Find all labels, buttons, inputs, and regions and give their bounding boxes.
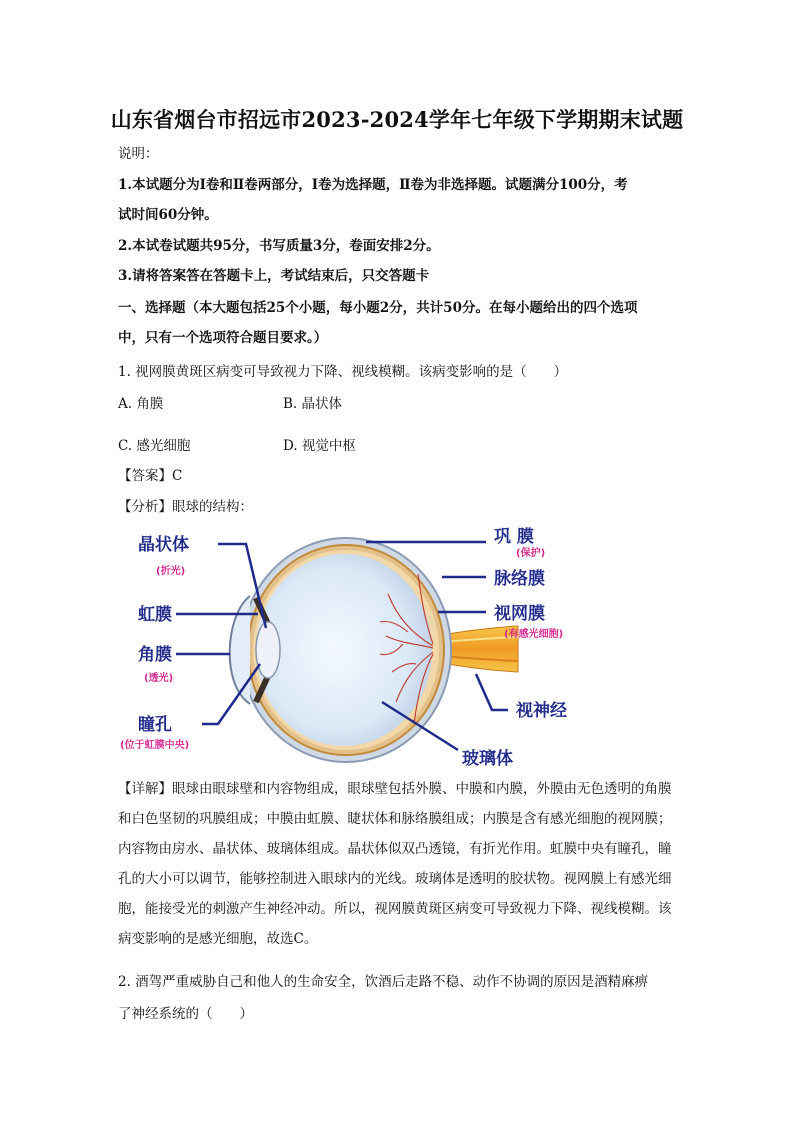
q1-option-d: D. 视觉中枢: [283, 438, 356, 454]
lens-shape: [256, 622, 280, 678]
instruction-line-1: 1.本试题分为Ⅰ卷和Ⅱ卷两部分，Ⅰ卷为选择题，Ⅱ卷为非选择题。试题满分100分，考: [118, 177, 628, 193]
instruction-line-2: 试时间60分钟。: [118, 207, 218, 223]
label-cornea-note: (透光): [144, 673, 174, 684]
label-retina: 视网膜: [494, 604, 545, 624]
question-2-stem-line-1: 2. 酒驾严重威胁自己和他人的生命安全，饮酒后走路不稳、动作不协调的原因是酒精麻痹: [118, 974, 649, 990]
q1-analysis: 【分析】眼球的结构：: [118, 499, 253, 515]
label-choroid: 脉络膜: [494, 569, 545, 589]
question-2-stem-line-2: 了神经系统的（ ）: [118, 1006, 253, 1022]
label-cornea: 角膜: [138, 645, 172, 665]
label-vitreous: 玻璃体: [462, 749, 513, 769]
label-lens: 晶状体: [138, 535, 189, 555]
q1-option-a: A. 角膜: [118, 396, 164, 412]
cornea-shape: [230, 596, 250, 704]
label-iris: 虹膜: [138, 605, 172, 625]
label-lens-note: (折光): [156, 566, 186, 577]
page-title: 山东省烟台市招远市2023-2024学年七年级下学期期末试题: [110, 107, 684, 132]
label-pupil-note: (位于虹膜中央): [120, 740, 190, 751]
eye-structure-diagram: [118, 524, 598, 774]
q1-option-c: C. 感光细胞: [118, 438, 191, 454]
label-sclera-note: (保护): [516, 548, 546, 559]
label-retina-note: (有感光细胞): [504, 629, 564, 640]
instruction-line-4: 3.请将答案答在答题卡上，考试结束后，只交答题卡: [118, 268, 430, 284]
q1-detail: 【详解】眼球由眼球壁和内容物组成，眼球壁包括外膜、中膜和内膜，外膜由无色透明的角膜和白色坚韧的巩膜组成；中膜由虹膜、睫状体和脉络膜组成；内膜是含有感光细胞的视网膜；内容物由房水、晶状体、玻璃体组成。晶状体似双凸透镜，有折光作用。虹膜中央有瞳孔，瞳孔的大小可以调节，能够控制进入眼球内的光线。玻璃体是透明的胶状物。视网膜上有感光细胞，能接受光的刺激产生神经冲动。所以，视网膜黄斑区病变可导致视力下降、视线模糊。该病变影响的是感光细胞，故选C。: [118, 781, 672, 947]
section-heading-line-1: 一、选择题（本大题包括25个小题，每小题2分，共计50分。在每小题给出的四个选项: [118, 300, 638, 316]
instructions-label: 说明：: [118, 146, 159, 162]
section-heading-line-2: 中，只有一个选项符合题目要求。）: [118, 330, 328, 346]
instruction-line-3: 2.本试卷试题共95分，书写质量3分，卷面安排2分。: [118, 238, 440, 254]
label-pupil: 瞳孔: [138, 715, 172, 735]
label-optic-nerve: 视神经: [516, 701, 567, 721]
q1-answer: 【答案】C: [118, 468, 183, 484]
q1-option-b: B. 晶状体: [283, 396, 343, 412]
question-1-stem: 1. 视网膜黄斑区病变可导致视力下降、视线模糊。该病变影响的是（ ）: [118, 364, 568, 380]
label-sclera: 巩 膜: [494, 527, 534, 547]
